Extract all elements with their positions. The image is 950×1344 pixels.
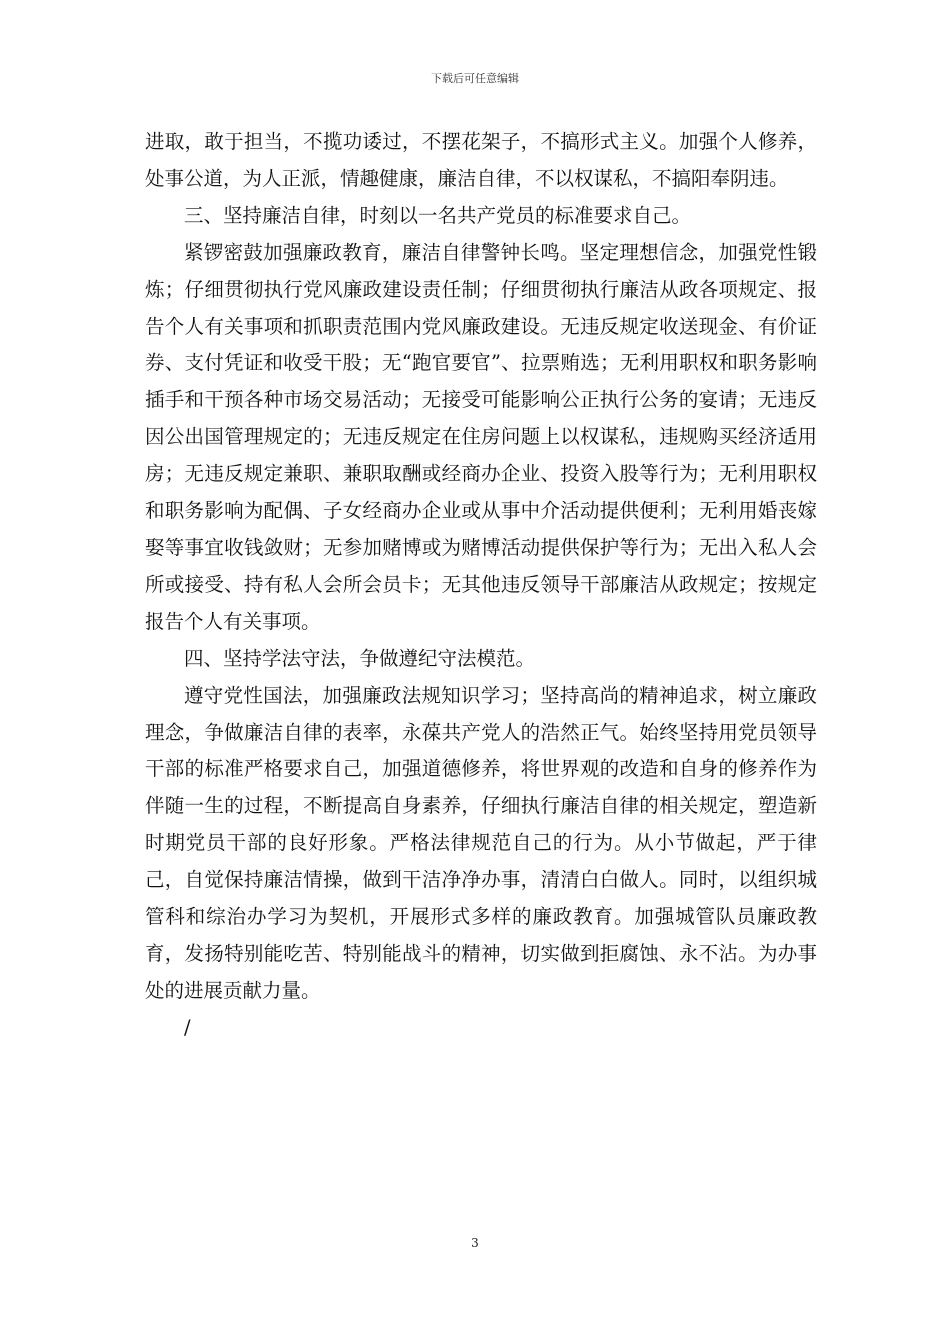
paragraph-continuation: 进取，敢于担当，不揽功诿过，不摆花架子，不搞形式主义。加强个人修养，处事公道，为人正派，情趣健康，廉洁自律，不以权谋私，不搞阳奉阴违。 — [145, 130, 817, 190]
paragraph-self-discipline: 紧锣密鼓加强廉政教育，廉洁自律警钟长鸣。坚定理想信念，加强党性锻炼；仔细贯彻执行党风廉政建设责任制；仔细贯彻执行廉洁从政各项规定、报告个人有关事项和抓职责范围内党风廉政建设。无违反规定收送现金、有价证券、支付凭证和收受干股；无“跑官要官”、拉票贿选；无利用职权和职务影响插手和干预各种市场交易活动；无接受可能影响公正执行公务的宴请；无违反因公出国管理规定的；无违反规定在住房问题上以权谋私，违规购买经济适用房；无违反规定兼职、兼职取酬或经商办企业、投资入股等行为；无利用职权和职务影响为配偶、子女经商办企业或从事中介活动提供便利；无利用婚丧嫁娶等事宜收钱敛财；无参加赌博或为赌博活动提供保护等行为；无出入私人会所或接受、持有私人会所会员卡；无其他违反领导干部廉洁从政规定；按规定报告个人有关事项。 — [145, 240, 817, 633]
document-body — [145, 124, 817, 1047]
section-heading-4: 四、坚持学法守法，争做遵纪守法模范。 — [184, 646, 536, 670]
page-number: 3 — [471, 1236, 479, 1250]
section-heading-3: 三、坚持廉洁自律，时刻以一名共产党员的标准要求自己。 — [184, 203, 692, 227]
paragraph-law-abiding: 遵守党性国法，加强廉政法规知识学习；坚持高尚的精神追求，树立廉政理念，争做廉洁自律的表率，永葆共产党人的浩然正气。始终坚持用党员领导干部的标准严格要求自己，加强道德修养，将世界观的改造和自身的修养作为伴随一生的过程，不断提高自身素养，仔细执行廉洁自律的相关规定，塑造新时期党员干部的良好形象。严格法律规范自己的行为。从小节做起，严于律己，自觉保持廉洁情操，做到干洁净净办事，清清白白做人。同时，以组织城管科和综治办学习为契机，开展形式多样的廉政教育。加强城管队员廉政教育，发扬特别能吃苦、特别能战斗的精神，切实做到拒腐蚀、永不沾。为办事处的进展贡献力量。 — [145, 683, 817, 1002]
page-header: 下载后可任意编辑 — [431, 72, 519, 85]
trailing-slash-mark: / — [184, 1015, 191, 1039]
